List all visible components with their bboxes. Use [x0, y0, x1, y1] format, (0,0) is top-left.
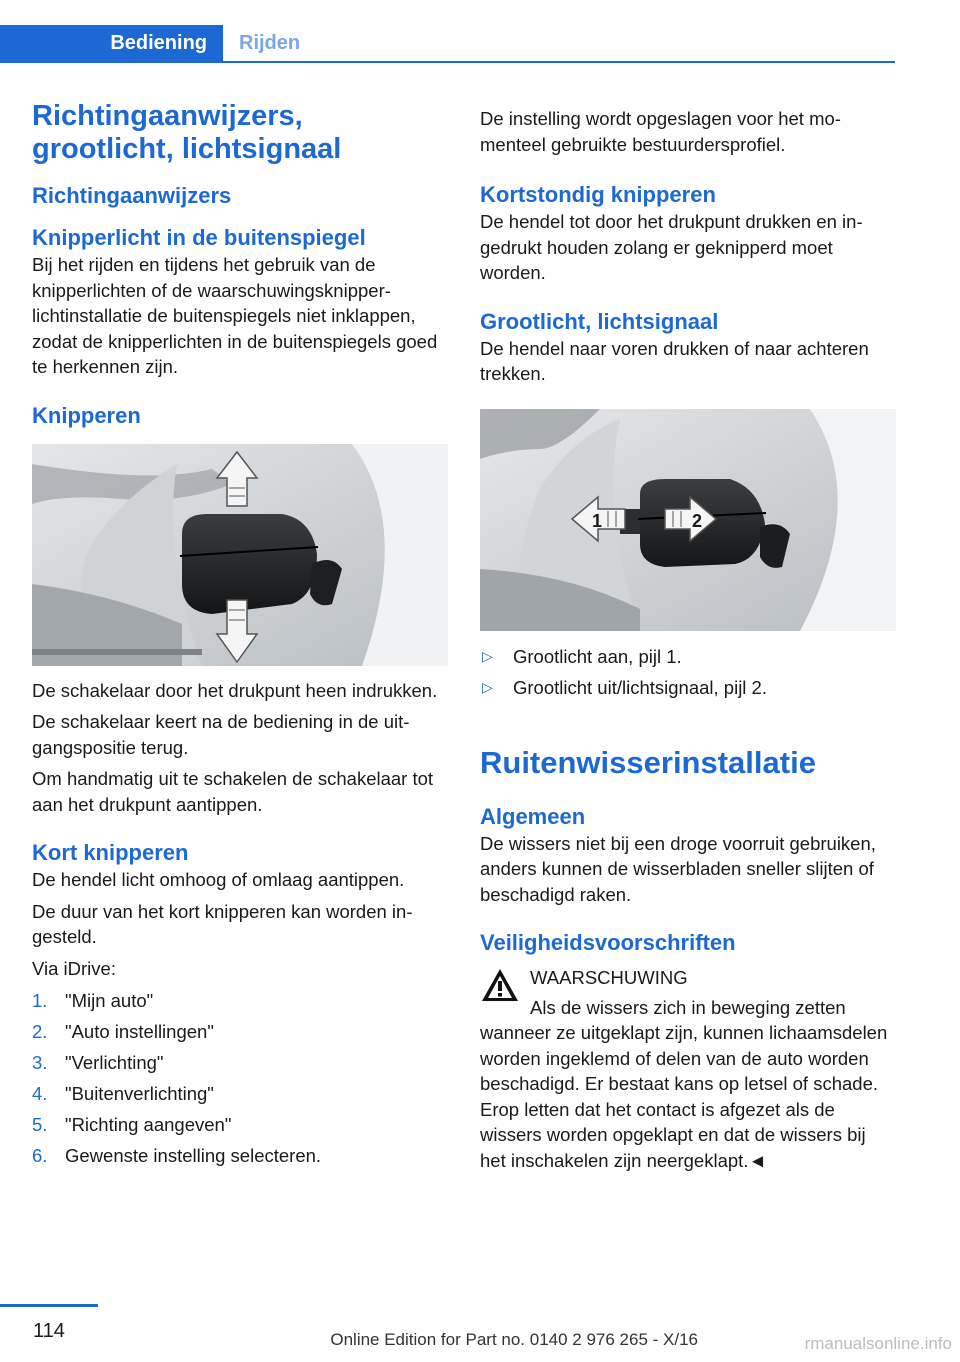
heading-kort-knipperen: Kort knipperen [32, 840, 189, 865]
list-item [480, 641, 896, 672]
paragraph: De wissers niet bij een droge voorruit gebruiken, anders kunnen de wisserbladen sneller slijten of beschadigd raken. [480, 832, 876, 905]
list-item [32, 1047, 448, 1078]
triangle-bullet-icon: ▷ [482, 647, 493, 664]
paragraph: De instelling wordt opgeslagen voor het momenteel gebruikte bestuurdersprofiel. [480, 108, 841, 155]
heading-knipperen: Knipperen [32, 402, 141, 428]
edition-info: Online Edition for Part no. 0140 2 976 265 - X/16 [330, 1330, 698, 1349]
arrow-1-label: 1 [592, 510, 603, 531]
left-column [32, 100, 448, 1171]
list-item [32, 1078, 448, 1109]
warning-text [480, 995, 896, 1174]
list-item [32, 1109, 448, 1140]
paragraph: De duur van het kort knipperen kan worden ingesteld. [32, 900, 413, 947]
triangle-bullet-icon: ▷ [482, 678, 493, 695]
paragraph: De hendel naar voren drukken of naar achteren trekken. [480, 337, 869, 384]
step-number: 4. [32, 1083, 48, 1104]
heading-algemeen: Algemeen [480, 803, 586, 829]
step-number: 3. [32, 1052, 48, 1073]
step-text: "Auto instellingen" [65, 1021, 214, 1042]
paragraph: De schakelaar door het drukpunt heen indrukken. [32, 679, 438, 701]
warning-triangle-icon [480, 967, 520, 1003]
high-beam-bullets [480, 641, 896, 703]
tab-bediening[interactable]: Bediening [0, 25, 223, 61]
arrow-2-label: 2 [692, 510, 703, 531]
indicator-stalk-image [32, 444, 448, 666]
heading-mirror-indicator: Knipperlicht in de buitenspiegel [32, 225, 366, 250]
high-beam-stalk-image [480, 409, 896, 631]
step-text: "Mijn auto" [65, 990, 154, 1011]
paragraph: De hendel licht omhoog of omlaag aantippen. [32, 869, 405, 890]
section-title: Richtingaanwijzers, grootlicht, lichtsignaal [32, 100, 342, 165]
idrive-steps [32, 985, 448, 1171]
page-number: 114 [33, 1320, 65, 1342]
step-number: 5. [32, 1114, 48, 1135]
step-number: 2. [32, 1021, 48, 1042]
list-item [32, 985, 448, 1016]
step-text: "Verlichting" [65, 1052, 164, 1073]
heading-kortstondig-knipperen: Kortstondig knipperen [480, 182, 716, 207]
right-column [480, 100, 896, 1173]
step-number: 1. [32, 990, 48, 1011]
step-text: "Buitenverlichting" [65, 1083, 214, 1104]
bullet-text: Grootlicht uit/lichtsignaal, pijl 2. [513, 676, 767, 698]
list-item [480, 672, 896, 703]
section-title-wipers: Ruitenwisserinstallatie [480, 744, 816, 780]
tab-rijden[interactable]: Rijden [239, 32, 301, 54]
list-item [32, 1140, 448, 1171]
paragraph: De schakelaar keert na de bediening in de uitgangspositie terug. [32, 711, 410, 758]
paragraph: De hendel tot door het drukpunt drukken en ingedrukt houden zolang er geknipperd moet worden. [480, 211, 863, 283]
bullet-text: Grootlicht aan, pijl 1. [513, 645, 682, 667]
subsection-title: Richtingaanwijzers [32, 183, 232, 208]
paragraph: Om handmatig uit te schakelen de schakelaar tot aan het drukpunt aantippen. [32, 768, 434, 815]
paragraph: Bij het rijden en tijdens het gebruik van de knipperlichten of de waarschuwingsknipperlichtinstallatie de buitenspiegels niet inklappen, zodat de knipperlichten in de buitenspiegels goed te herkennen zijn. [32, 254, 438, 377]
step-number: 6. [32, 1145, 48, 1166]
chapter-tabbar [0, 25, 895, 63]
list-item [32, 1016, 448, 1047]
warning-body: Als de wissers zich in beweging zetten wanneer ze uitgeklapt zijn, kunnen lichaamsdelen worden ingeklemd of delen van de auto worden beschadigd. Er bestaat kans op letsel of schade. Erop letten dat het contact is afgezet als de wissers worden opgeklapt en dat de wissers bij het inschakelen zijn neergeklapt.◄ [480, 996, 888, 1171]
paragraph: Via iDrive: [32, 957, 116, 979]
warning-block [480, 965, 896, 991]
heading-veiligheid: Veiligheidsvoorschriften [480, 930, 736, 955]
warning-title: WAARSCHUWING [530, 967, 688, 988]
watermark: rmanualsonline.info [804, 1334, 952, 1353]
step-text: Gewenste instelling selecteren. [65, 1145, 322, 1166]
step-text: "Richting aangeven" [65, 1114, 232, 1135]
heading-grootlicht: Grootlicht, lichtsignaal [480, 308, 719, 334]
footer-rule [0, 1304, 98, 1307]
